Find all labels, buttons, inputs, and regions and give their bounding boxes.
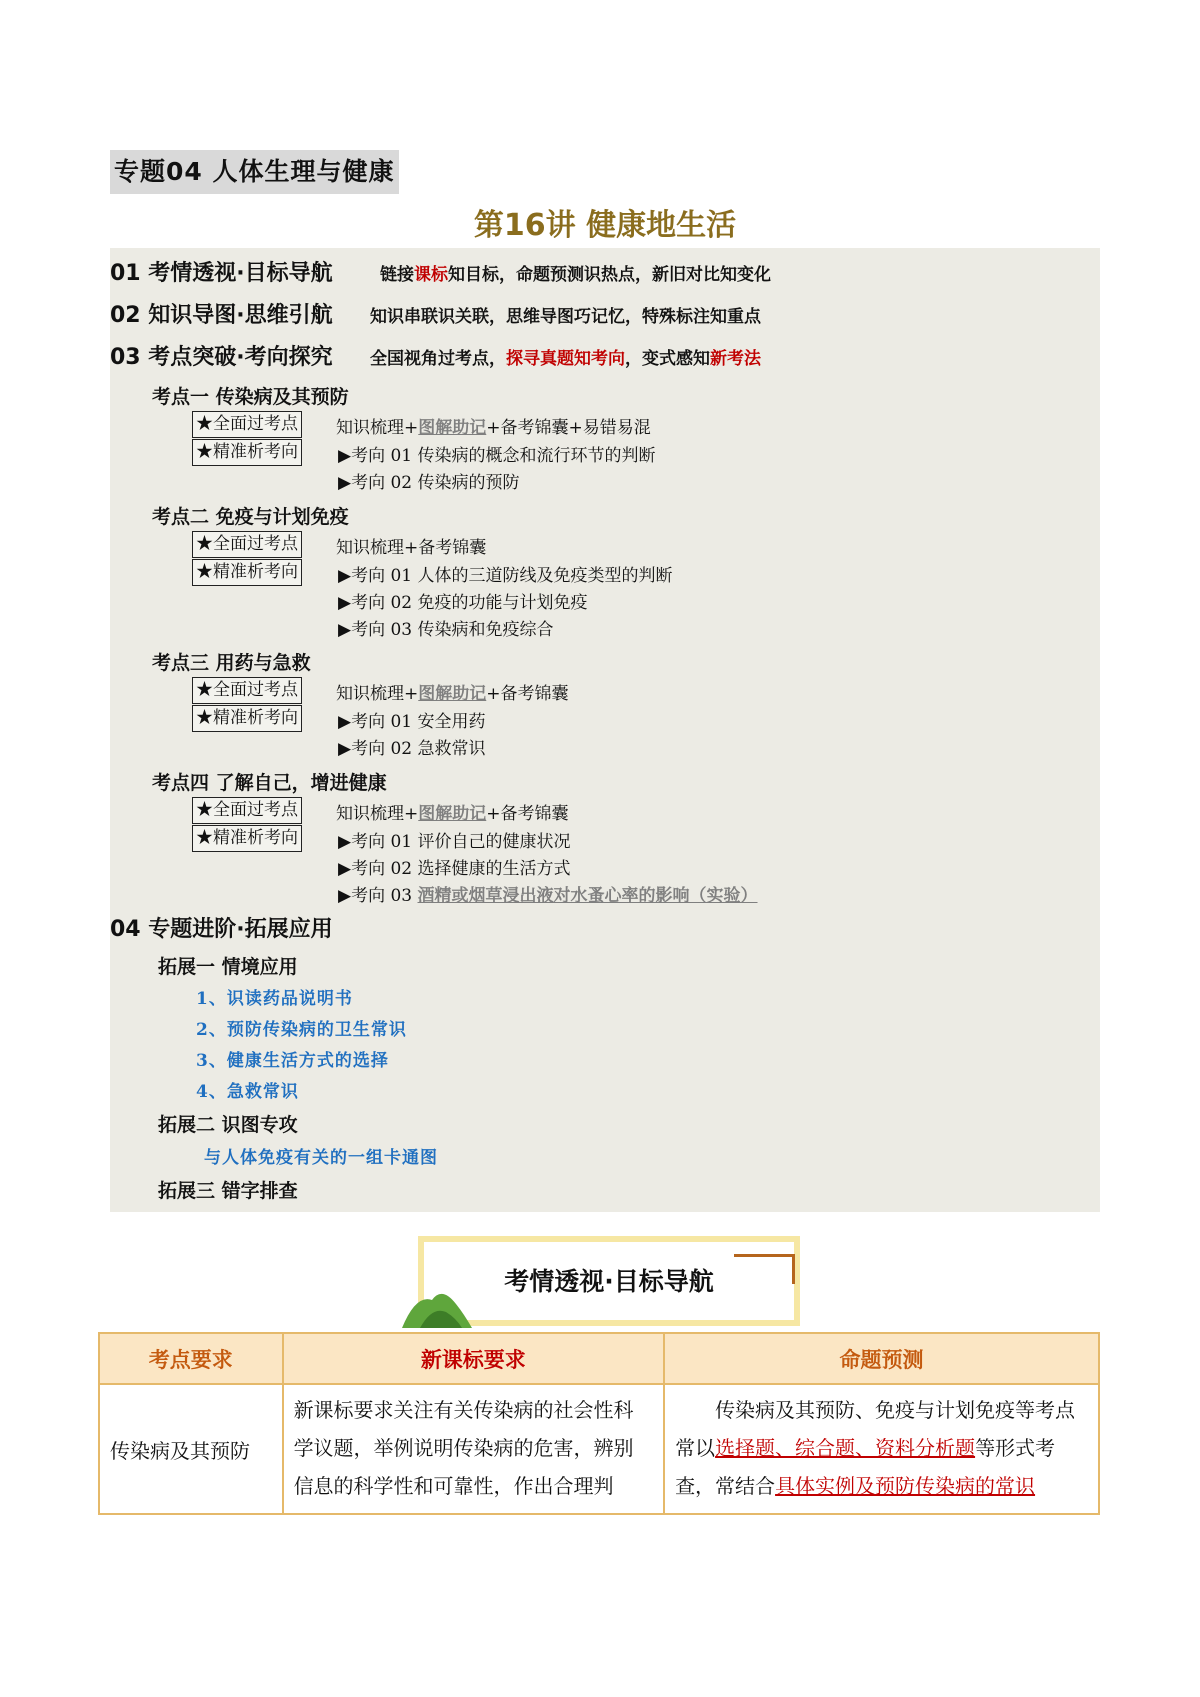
point-3-review: 知识梳理+图解助记+备考锦囊 [336,684,569,704]
badge-review: ★全面过考点 [192,797,302,824]
table-header-row [99,1333,1099,1384]
section-02-heading: 02 知识导图·思维引航 [110,303,333,328]
banner-title: 考情透视·目标导航 [504,1267,714,1296]
point-1-item-1: ▶考向 01 传染病的概念和流行环节的判断 [338,446,656,466]
badge-analyze: ★精准析考向 [192,825,302,852]
point-2-item-3: ▶考向 03 传染病和免疫综合 [338,620,554,640]
extension-3-heading: 拓展三 错字排查 [158,1180,298,1202]
extension-1-item-1: 1、识读药品说明书 [196,989,353,1009]
point-2-item-1: ▶考向 01 人体的三道防线及免疫类型的判断 [338,566,673,586]
badge-review: ★全面过考点 [192,677,302,704]
point-1-heading: 考点一 传染病及其预防 [152,386,349,408]
point-2-heading: 考点二 免疫与计划免疫 [152,506,349,528]
point-2-review: 知识梳理+备考锦囊 [336,538,487,558]
requirements-table [98,1332,1100,1515]
banner-frame [418,1236,800,1326]
banner-decoration [734,1254,794,1257]
column-header: 新课标要求 [283,1333,665,1384]
section-04-heading: 04 专题进阶·拓展应用 [110,917,333,942]
mountain-icon [402,1286,472,1328]
point-4-item-3: ▶考向 03 酒精或烟草浸出液对水蚤心率的影响（实验） [338,886,758,906]
badge-review: ★全面过考点 [192,531,302,558]
section-01-heading: 01 考情透视·目标导航 [110,261,333,286]
point-4-item-1: ▶考向 01 评价自己的健康状况 [338,832,571,852]
table-cell: 传染病及其预防 [99,1384,283,1514]
column-header: 考点要求 [99,1333,283,1384]
table-cell: 新课标要求关注有关传染病的社会性科学议题，举例说明传染病的危害，辨别信息的科学性和可靠性，作出合理判 [283,1384,665,1514]
section-03-desc: 全国视角过考点，探寻真题知考向，变式感知新考法 [370,349,761,369]
point-1-item-2: ▶考向 02 传染病的预防 [338,473,520,493]
extension-1-item-2: 2、预防传染病的卫生常识 [196,1020,407,1040]
point-4-review: 知识梳理+图解助记+备考锦囊 [336,804,569,824]
point-2-item-2: ▶考向 02 免疫的功能与计划免疫 [338,593,588,613]
badge-analyze: ★精准析考向 [192,439,302,466]
point-3-item-2: ▶考向 02 急救常识 [338,739,486,759]
extension-1-item-4: 4、急救常识 [196,1082,299,1102]
section-02-desc: 知识串联识关联，思维导图巧记忆，特殊标注知重点 [370,307,761,327]
point-4-heading: 考点四 了解自己，增进健康 [152,772,387,794]
section-banner [408,1236,798,1326]
badge-review: ★全面过考点 [192,411,302,438]
point-3-heading: 考点三 用药与急救 [152,652,311,674]
badge-analyze: ★精准析考向 [192,705,302,732]
table-of-contents [110,248,1100,1212]
table-row [99,1384,1099,1514]
lecture-title: 第16讲 健康地生活 [473,208,737,243]
extension-2-item: 与人体免疫有关的一组卡通图 [204,1148,438,1168]
column-header: 命题预测 [664,1333,1099,1384]
section-01-desc: 链接课标知目标，命题预测识热点，新旧对比知变化 [380,265,771,285]
extension-2-heading: 拓展二 识图专攻 [158,1114,298,1136]
table-cell: 传染病及其预防、免疫与计划免疫等考点常以选择题、综合题、资料分析题等形式考查，常结合具体实例及预防传染病的常识 [664,1384,1099,1514]
point-4-item-2: ▶考向 02 选择健康的生活方式 [338,859,571,879]
topic-title: 专题04 人体生理与健康 [110,150,399,194]
section-03-heading: 03 考点突破·考向探究 [110,345,333,370]
badge-analyze: ★精准析考向 [192,559,302,586]
extension-1-item-3: 3、健康生活方式的选择 [196,1051,389,1071]
point-3-item-1: ▶考向 01 安全用药 [338,712,486,732]
point-1-review: 知识梳理+图解助记+备考锦囊+易错易混 [336,418,651,438]
extension-1-heading: 拓展一 情境应用 [158,956,298,978]
